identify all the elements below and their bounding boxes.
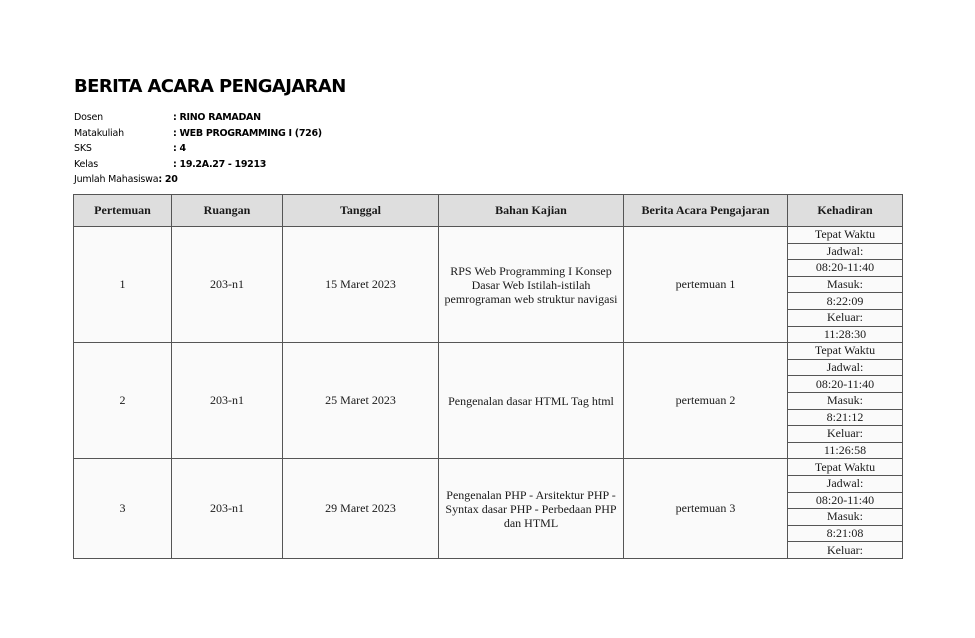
info-label: SKS [74,143,92,155]
tanggal-cell: 29 Maret 2023 [283,459,439,559]
info-value: : WEB PROGRAMMING I (726) [173,127,322,139]
column-header: Ruangan [172,195,283,227]
course-info [74,110,322,188]
kehadiran-line: 11:26:58 [788,442,903,459]
info-label: Kelas [74,158,99,170]
kehadiran-line: 8:22:09 [788,293,903,310]
kehadiran-line: Jadwal: [788,243,903,260]
table-row [74,343,903,360]
info-label: Matakuliah [74,127,124,139]
kehadiran-line: 8:21:08 [788,525,903,542]
attendance-table [73,194,903,559]
info-value: : 19.2A.27 - 19213 [173,158,267,170]
berita-acara-cell: pertemuan 3 [624,459,788,559]
info-row-kelas [74,157,322,173]
info-label: Dosen [74,112,103,123]
kehadiran-line: Keluar: [788,309,903,326]
info-row-dosen [74,110,322,126]
berita-acara-cell: pertemuan 2 [624,343,788,459]
kehadiran-line: 08:20-11:40 [788,492,903,509]
kehadiran-line: Jadwal: [788,359,903,376]
ruangan-cell: 203-n1 [172,459,283,559]
info-row-matakuliah [74,126,322,142]
kehadiran-line: Keluar: [788,542,903,559]
pertemuan-cell: 1 [74,227,172,343]
column-header: Pertemuan [74,195,172,227]
kehadiran-status: Tepat Waktu [788,227,903,244]
kehadiran-status: Tepat Waktu [788,343,903,360]
kehadiran-line: Masuk: [788,392,903,409]
table-header-row [74,195,903,227]
page-title: BERITA ACARA PENGAJARAN [74,76,346,97]
bahan-kajian-cell: Pengenalan dasar HTML Tag html [439,343,624,459]
kehadiran-line: Jadwal: [788,475,903,492]
pertemuan-cell: 3 [74,459,172,559]
column-header: Tanggal [283,195,439,227]
table-row [74,227,903,244]
table-row [74,459,903,476]
column-header: Kehadiran [788,195,903,227]
info-row-jumlah [74,172,322,188]
tanggal-cell: 15 Maret 2023 [283,227,439,343]
berita-acara-cell: pertemuan 1 [624,227,788,343]
kehadiran-line: Masuk: [788,276,903,293]
info-value: : 20 [158,174,178,186]
kehadiran-status: Tepat Waktu [788,459,903,476]
info-row-sks [74,141,322,157]
ruangan-cell: 203-n1 [172,343,283,459]
kehadiran-line: 8:21:12 [788,409,903,426]
kehadiran-line: 08:20-11:40 [788,260,903,277]
kehadiran-line: Masuk: [788,509,903,526]
column-header: Bahan Kajian [439,195,624,227]
kehadiran-line: 08:20-11:40 [788,376,903,393]
ruangan-cell: 203-n1 [172,227,283,343]
info-value: : RINO RAMADAN [173,112,261,123]
kehadiran-line: Keluar: [788,426,903,443]
kehadiran-line: 11:28:30 [788,326,903,343]
tanggal-cell: 25 Maret 2023 [283,343,439,459]
pertemuan-cell: 2 [74,343,172,459]
info-value: : 4 [173,143,186,155]
bahan-kajian-cell: RPS Web Programming I Konsep Dasar Web Istilah-istilah pemrograman web struktur navigasi [439,227,624,343]
bahan-kajian-cell: Pengenalan PHP - Arsitektur PHP - Syntax dasar PHP - Perbedaan PHP dan HTML [439,459,624,559]
column-header: Berita Acara Pengajaran [624,195,788,227]
info-label: Jumlah Mahasiswa [74,174,159,186]
